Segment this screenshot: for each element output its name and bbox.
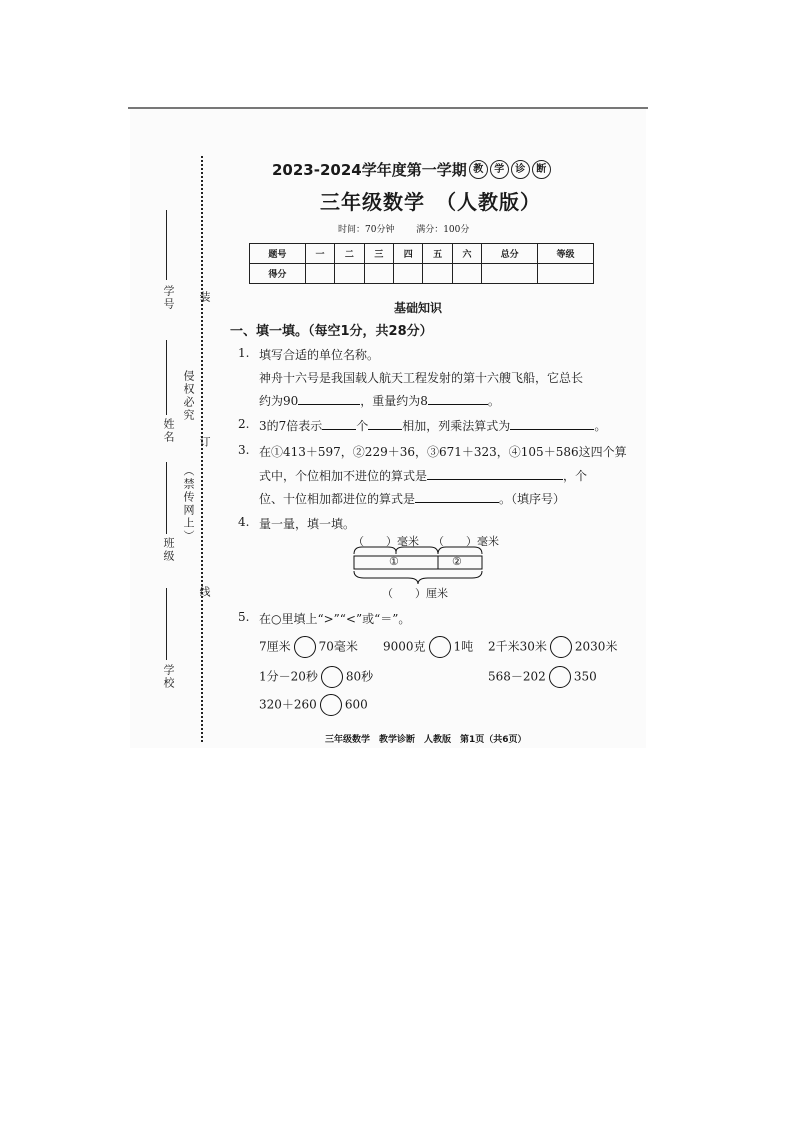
q5-item: 320＋260 600: [259, 694, 368, 716]
q3-blank-no-carry[interactable]: [427, 467, 563, 480]
score-cell[interactable]: [305, 264, 334, 284]
q2-number: 2.: [238, 417, 250, 431]
section-title: 基础知识: [394, 301, 443, 315]
score-header-cell: 总分: [482, 244, 538, 264]
q4-segment-2: ②: [452, 555, 462, 568]
compare-circle[interactable]: [550, 636, 572, 658]
q1-number: 1.: [238, 346, 250, 360]
binding-dotted-line: [201, 156, 203, 742]
q4-label-cm: （ ）厘米: [382, 587, 448, 600]
q3-line1: 在①413＋597，②229＋36，③671＋323，④105＋586这四个算: [259, 445, 627, 459]
score-row-label: 得分: [250, 264, 306, 284]
xian-label: 线: [198, 586, 211, 599]
q3-line2: 式中，个位相加不进位的算式是 ，个: [259, 469, 588, 483]
zhuang-label: 装: [198, 291, 211, 304]
score-table-header-row: [250, 244, 594, 264]
brace-top-left: [354, 547, 396, 554]
class-label: 班级: [162, 537, 175, 563]
ding-label: 订: [198, 436, 211, 449]
page-footer: 三年级数学 教学诊断 人教版 第1页（共6页）: [325, 735, 527, 745]
score-header-cell: 四: [394, 244, 423, 264]
score-table-score-row: [250, 264, 594, 284]
score-cell[interactable]: [482, 264, 538, 284]
compare-circle[interactable]: [321, 666, 343, 688]
badge-char-1: 教: [469, 160, 488, 179]
q5-item: 9000克 1吨: [383, 636, 473, 658]
name-line: [166, 340, 167, 415]
q4-prompt: 量一量，填一填。: [259, 517, 356, 531]
q1-line2: 约为90 ，重量约为8 。: [259, 394, 500, 408]
q2-text: 3的7倍表示 个 相加，列乘法算式为 。: [259, 419, 607, 433]
ruler-bar: [354, 556, 482, 569]
q2-blank-count[interactable]: [322, 417, 356, 430]
q5-item: 568－202 350: [488, 666, 597, 688]
q4-label-mm-1: （ ）毫米: [353, 535, 419, 548]
score-cell[interactable]: [538, 264, 594, 284]
score-header-cell: 一: [305, 244, 334, 264]
name-label: 姓名: [162, 418, 175, 444]
compare-circle[interactable]: [294, 636, 316, 658]
q4-number: 4.: [238, 515, 250, 529]
badge-char-4: 断: [532, 160, 551, 179]
q5-number: 5.: [238, 610, 250, 624]
q1-blank-length[interactable]: [298, 392, 360, 405]
q5-item: 7厘米 70毫米: [259, 636, 358, 658]
no-upload-label: （禁传网上）: [182, 465, 195, 543]
exam-year-title: 2023-2024学年度第一学期 教 学 诊 断: [272, 159, 551, 180]
q3-line3: 位、十位相加都进位的算式是 。（填序号）: [259, 492, 566, 506]
q5-item: 1分－20秒 80秒: [259, 666, 373, 688]
score-header-cell: 题号: [250, 244, 306, 264]
q3-blank-double-carry[interactable]: [415, 490, 499, 503]
exam-meta: [338, 222, 469, 235]
time-label: 时间：70分钟: [338, 225, 395, 235]
score-cell[interactable]: [364, 264, 393, 284]
class-line: [166, 462, 167, 534]
student-id-label: 学号: [162, 285, 175, 311]
score-header-cell: 三: [364, 244, 393, 264]
q2-blank-addend[interactable]: [368, 417, 402, 430]
score-cell[interactable]: [335, 264, 364, 284]
q5-prompt: 在○里填上“>”“<”或“＝”。: [259, 612, 411, 626]
q5-item: 2千米30米 2030米: [488, 636, 617, 658]
score-header-cell: 六: [452, 244, 481, 264]
score-header-cell: 五: [423, 244, 452, 264]
full-score-label: 满分：100分: [416, 225, 470, 235]
q3-number: 3.: [238, 443, 250, 457]
brace-top-left-2: [396, 547, 438, 554]
q4-ruler-figure: [350, 544, 486, 586]
compare-circle[interactable]: [320, 694, 342, 716]
score-cell[interactable]: [452, 264, 481, 284]
q2-blank-expression[interactable]: [510, 417, 594, 430]
compare-circle[interactable]: [429, 636, 451, 658]
score-cell[interactable]: [423, 264, 452, 284]
badge-char-3: 诊: [511, 160, 530, 179]
scan-top-edge: [128, 107, 648, 109]
q1-blank-weight[interactable]: [428, 392, 488, 405]
score-cell[interactable]: [394, 264, 423, 284]
compare-circle[interactable]: [549, 666, 571, 688]
q4-label-mm-2: （ ）毫米: [433, 535, 499, 548]
exam-subject-title: 三年级数学 （人教版）: [320, 190, 541, 214]
q1-line1: 神舟十六号是我国载人航天工程发射的第十六艘飞船，它总长: [259, 371, 584, 385]
rights-label: 侵权必究: [182, 370, 195, 422]
score-table: [249, 243, 594, 284]
school-line: [166, 588, 167, 660]
score-header-cell: 二: [335, 244, 364, 264]
student-id-line: [166, 210, 167, 280]
score-header-cell: 等级: [538, 244, 594, 264]
brace-bottom: [354, 571, 482, 584]
q4-segment-1: ①: [389, 555, 399, 568]
q1-prompt: 填写合适的单位名称。: [259, 348, 380, 362]
part1-heading: 一、填一填。（每空1分，共28分）: [230, 324, 433, 339]
school-label: 学校: [162, 664, 175, 690]
brace-top-right: [438, 547, 482, 554]
badge-char-2: 学: [490, 160, 509, 179]
